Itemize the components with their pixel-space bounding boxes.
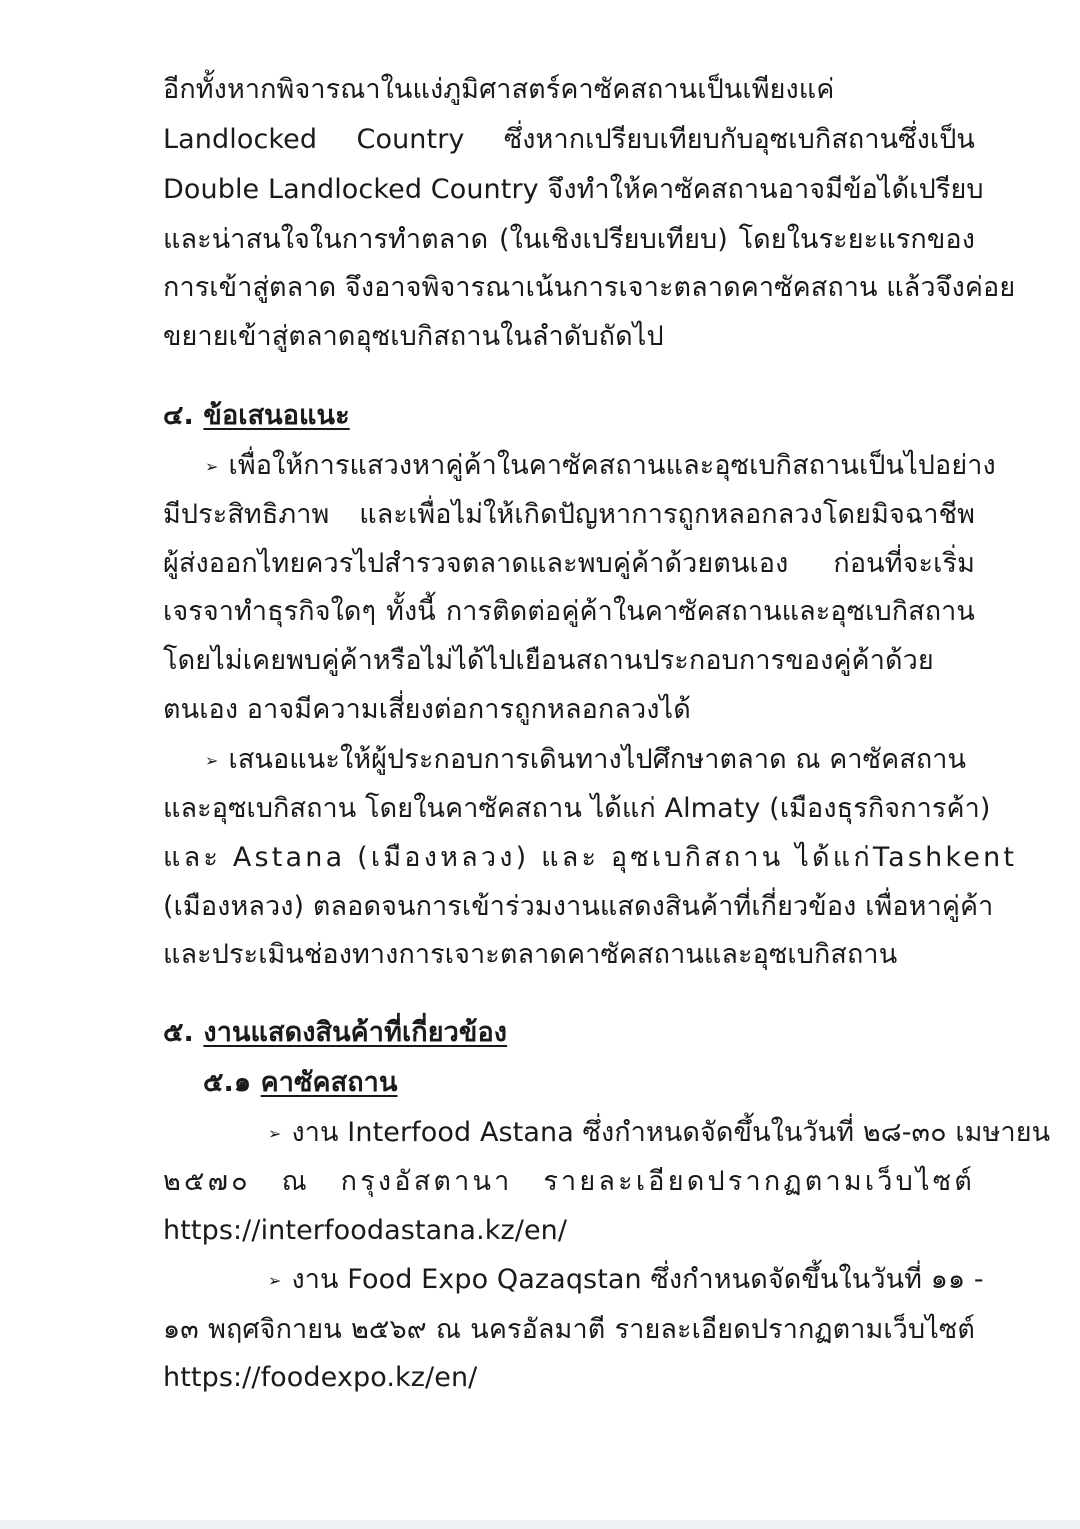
paragraph-line: Double Landlocked Country จึงทำให้คาซัคสถานอาจมีข้อได้เปรียบ — [163, 174, 984, 205]
paragraph-line: ผู้ส่งออกไทยควรไปสำรวจตลาดและพบคู่ค้าด้วยตนเอง ก่อนที่จะเริ่ม — [163, 548, 975, 579]
paragraph-line: และอุซเบกิสถาน โดยในคาซัคสถาน ได้แก่ Almaty (เมืองธุรกิจการค้า) — [163, 793, 991, 824]
event-line: ๑๓ พฤศจิกายน ๒๕๖๙ ณ นครอัลมาตี รายละเอียดปรากฏตามเว็บไซต์ — [163, 1314, 975, 1345]
subsection-heading — [203, 1063, 398, 1103]
section-heading — [163, 1013, 507, 1053]
event-line — [268, 1260, 984, 1301]
section-heading — [163, 396, 350, 436]
paragraph-line: (เมืองหลวง) ตลอดจนการเข้าร่วมงานแสดงสินค้าที่เกี่ยวข้อง เพื่อหาคู่ค้า — [163, 891, 994, 922]
paragraph-line: และน่าสนใจในการทำตลาด (ในเชิงเปรียบเทียบ) โดยในระยะแรกของ — [163, 224, 975, 255]
subsection-title: คาซัคสถาน — [260, 1067, 398, 1098]
bullet-line — [205, 446, 996, 487]
bullet-arrow-icon: ➢ — [268, 1123, 282, 1143]
section-number: ๔. — [163, 400, 194, 431]
event-url: https://interfoodastana.kz/en/ — [163, 1215, 568, 1246]
bullet-text: เสนอแนะให้ผู้ประกอบการเดินทางไปศึกษาตลาด ณ คาซัคสถาน — [228, 744, 967, 775]
bullet-arrow-icon: ➢ — [205, 456, 219, 476]
paragraph-line: ตนเอง อาจมีความเสี่ยงต่อการถูกหลอกลวงได้ — [163, 694, 691, 725]
bullet-line — [205, 740, 975, 781]
event-line — [268, 1113, 1051, 1154]
bullet-arrow-icon: ➢ — [268, 1270, 282, 1290]
paragraph-line: เจรจาทำธุรกิจใดๆ ทั้งนี้ การติดต่อคู่ค้าในคาซัคสถานและอุซเบกิสถาน — [163, 596, 975, 627]
section-title: งานแสดงสินค้าที่เกี่ยวข้อง — [203, 1017, 508, 1048]
event-text: งาน Interfood Astana ซึ่งกำหนดจัดขึ้นในวันที่ ๒๘-๓๐ เมษายน — [291, 1117, 1051, 1148]
event-text: งาน Food Expo Qazaqstan ซึ่งกำหนดจัดขึ้นในวันที่ ๑๑ - — [291, 1264, 984, 1295]
paragraph-line: การเข้าสู่ตลาด จึงอาจพิจารณาเน้นการเจาะตลาดคาซัคสถาน แล้วจึงค่อย — [163, 272, 1016, 303]
paragraph-line: และประเมินช่องทางการเจาะตลาดคาซัคสถานและอุซเบกิสถาน — [163, 939, 898, 970]
paragraph-line: โดยไม่เคยพบคู่ค้าหรือไม่ได้ไปเยือนสถานประกอบการของคู่ค้าด้วย — [163, 645, 934, 676]
event-url: https://foodexpo.kz/en/ — [163, 1362, 478, 1393]
page-bottom-edge — [0, 1520, 1080, 1529]
subsection-number: ๕.๑ — [203, 1067, 252, 1098]
paragraph-line: Landlocked Country ซึ่งหากเปรียบเทียบกับอุซเบกิสถานซึ่งเป็น — [163, 124, 975, 155]
paragraph-line: และ Astana (เมืองหลวง) และ อุซเบกิสถาน ได้แก่Tashkent — [163, 842, 1018, 873]
paragraph-line: มีประสิทธิภาพ และเพื่อไม่ให้เกิดปัญหาการถูกหลอกลวงโดยมิจฉาชีพ — [163, 499, 975, 530]
paragraph-line: อีกทั้งหากพิจารณาในแง่ภูมิศาสตร์คาซัคสถานเป็นเพียงแค่ — [163, 74, 835, 105]
bullet-arrow-icon: ➢ — [205, 750, 219, 770]
paragraph-line: ขยายเข้าสู่ตลาดอุซเบกิสถานในลำดับถัดไป — [163, 321, 664, 352]
bullet-text: เพื่อให้การแสวงหาคู่ค้าในคาซัคสถานและอุซเบกิสถานเป็นไปอย่าง — [228, 450, 996, 481]
event-line: ๒๕๗๐ ณ กรุงอัสตานา รายละเอียดปรากฏตามเว็บไซต์ — [163, 1166, 975, 1197]
section-title: ข้อเสนอแนะ — [203, 400, 350, 431]
section-number: ๕. — [163, 1017, 194, 1048]
